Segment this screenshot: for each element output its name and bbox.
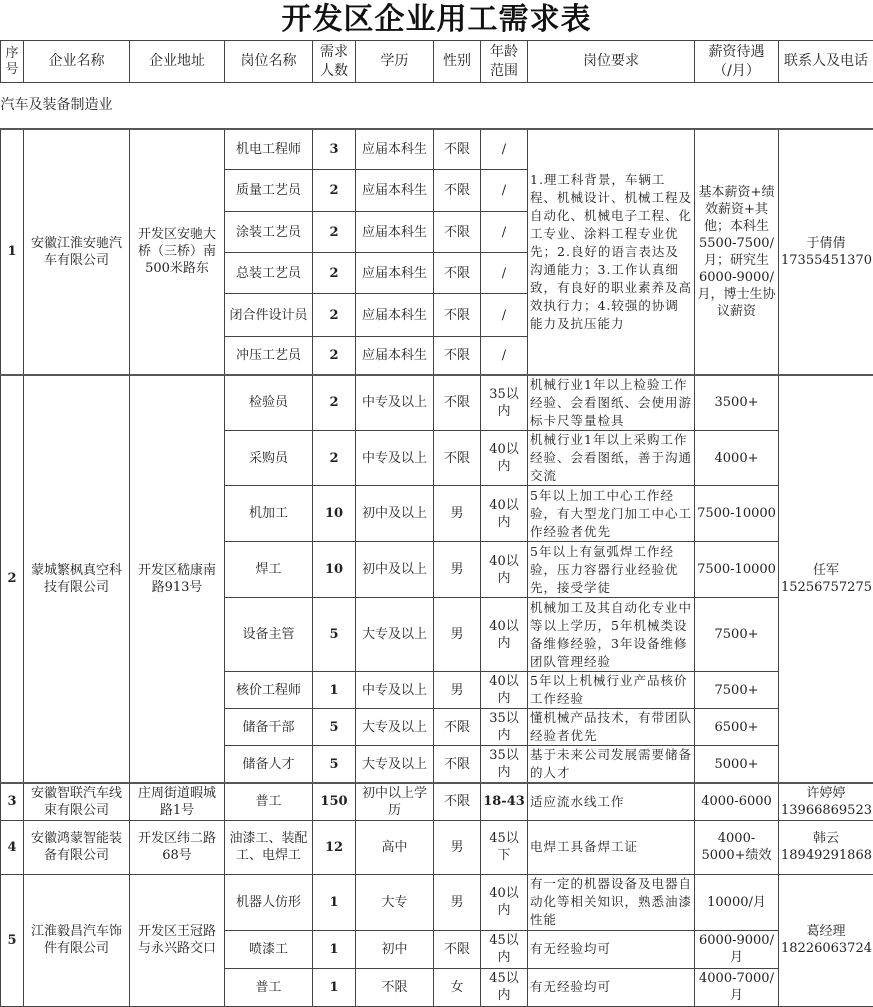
header-contact: 联系人及电话 xyxy=(779,41,873,83)
gender: 不限 xyxy=(434,431,481,486)
age-range: 45以内 xyxy=(481,968,528,1006)
age-range: 35以内 xyxy=(481,375,528,431)
header-index: 序号 xyxy=(1,41,24,83)
table-row xyxy=(1,874,873,930)
header-salary: 薪资待遇（/月） xyxy=(695,41,779,83)
gender: 不限 xyxy=(434,930,481,968)
salary: 7500-10000 xyxy=(695,542,779,598)
contact-name: 韩云 xyxy=(781,830,871,847)
education: 应届本科生 xyxy=(356,212,434,253)
contact-phone: 18226063724 xyxy=(781,940,871,957)
salary: 6000-9000/月 xyxy=(695,930,779,968)
position-name: 质量工艺员 xyxy=(225,170,313,212)
row-index: 3 xyxy=(1,783,24,820)
header-education: 学历 xyxy=(356,41,434,83)
salary: 7500+ xyxy=(695,598,779,672)
gender: 男 xyxy=(434,542,481,598)
position-name: 普工 xyxy=(225,783,313,820)
headcount: 5 xyxy=(313,598,356,672)
row-index: 1 xyxy=(1,129,24,375)
headcount: 150 xyxy=(313,783,356,820)
position-name: 机器人仿形 xyxy=(225,874,313,930)
age-range: / xyxy=(481,337,528,375)
gender: 不限 xyxy=(434,337,481,375)
job-requirements: 电焊工具备焊工证 xyxy=(528,820,695,874)
headcount: 12 xyxy=(313,820,356,874)
job-requirements: 基于未来公司发展需要储备的人才 xyxy=(528,746,695,784)
position-name: 油漆工、装配工、电焊工 xyxy=(225,820,313,874)
age-range: / xyxy=(481,170,528,212)
company-name: 安徽智联汽车线束有限公司 xyxy=(24,783,130,820)
salary: 7500-10000 xyxy=(695,486,779,542)
age-range: / xyxy=(481,253,528,294)
headcount: 2 xyxy=(313,431,356,486)
row-index: 2 xyxy=(1,375,24,784)
job-requirements: 5年以上有氩弧焊工作经验，压力容器行业经验优先，接受学徒 xyxy=(528,542,695,598)
salary: 4000-6000 xyxy=(695,783,779,820)
age-range: 40以内 xyxy=(481,431,528,486)
age-range: 35以内 xyxy=(481,746,528,784)
education: 中专及以上 xyxy=(356,431,434,486)
gender: 不限 xyxy=(434,783,481,820)
position-name: 闭合件设计员 xyxy=(225,294,313,337)
job-demand-table xyxy=(0,40,873,1007)
age-range: / xyxy=(481,129,528,170)
gender: 男 xyxy=(434,672,481,709)
education: 应届本科生 xyxy=(356,170,434,212)
position-name: 喷漆工 xyxy=(225,930,313,968)
contact-name: 许婷婷 xyxy=(781,785,871,802)
salary: 6500+ xyxy=(695,709,779,746)
age-range: 40以内 xyxy=(481,598,528,672)
education: 应届本科生 xyxy=(356,337,434,375)
education: 大专及以上 xyxy=(356,598,434,672)
position-name: 储备人才 xyxy=(225,746,313,784)
header-age: 年龄范围 xyxy=(481,41,528,83)
gender: 不限 xyxy=(434,129,481,170)
education: 高中 xyxy=(356,820,434,874)
table-row xyxy=(1,820,873,874)
age-range: 40以内 xyxy=(481,874,528,930)
age-range: 40以内 xyxy=(481,672,528,709)
position-name: 采购员 xyxy=(225,431,313,486)
salary: 4000+ xyxy=(695,431,779,486)
company-address: 开发区纬二路68号 xyxy=(130,820,225,874)
header-position: 岗位名称 xyxy=(225,41,313,83)
company-name: 安徽鸿蒙智能装备有限公司 xyxy=(24,820,130,874)
contact xyxy=(779,820,873,874)
job-requirements: 懂机械产品技术，有带团队经验者优先 xyxy=(528,709,695,746)
position-name: 总装工艺员 xyxy=(225,253,313,294)
position-name: 检验员 xyxy=(225,375,313,431)
page-title: 开发区企业用工需求表 xyxy=(0,0,873,40)
header-row xyxy=(1,41,873,83)
position-name: 涂装工艺员 xyxy=(225,212,313,253)
headcount: 1 xyxy=(313,968,356,1006)
education: 大专及以上 xyxy=(356,709,434,746)
education: 大专及以上 xyxy=(356,746,434,784)
headcount: 2 xyxy=(313,170,356,212)
gender: 不限 xyxy=(434,294,481,337)
position-name: 冲压工艺员 xyxy=(225,337,313,375)
gender: 女 xyxy=(434,968,481,1006)
header-gender: 性别 xyxy=(434,41,481,83)
contact xyxy=(779,375,873,784)
gender: 不限 xyxy=(434,746,481,784)
contact-phone: 17355451370 xyxy=(781,252,871,269)
job-requirements: 机械加工及其自动化专业中等以上学历，5年机械类设备维修经验，3年设备维修团队管理经验 xyxy=(528,598,695,672)
row-index: 4 xyxy=(1,820,24,874)
age-range: / xyxy=(481,212,528,253)
age-range: 45以内 xyxy=(481,930,528,968)
age-range: 18-43 xyxy=(481,783,528,820)
section-title: 汽车及装备制造业 xyxy=(1,83,873,129)
contact-phone: 15256757275 xyxy=(781,579,871,596)
job-requirements: 机械行业1年以上采购工作经验、会看图纸，善于沟通交流 xyxy=(528,431,695,486)
headcount: 2 xyxy=(313,375,356,431)
contact-name: 葛经理 xyxy=(781,923,871,940)
contact xyxy=(779,129,873,375)
salary: 5000+ xyxy=(695,746,779,784)
position-name: 核价工程师 xyxy=(225,672,313,709)
education: 应届本科生 xyxy=(356,253,434,294)
salary: 4000-7000/月 xyxy=(695,968,779,1006)
job-requirements: 5年以上机械行业产品核价工作经验 xyxy=(528,672,695,709)
age-range: / xyxy=(481,294,528,337)
salary: 10000/月 xyxy=(695,874,779,930)
headcount: 2 xyxy=(313,253,356,294)
age-range: 40以内 xyxy=(481,542,528,598)
headcount: 2 xyxy=(313,212,356,253)
gender: 不限 xyxy=(434,709,481,746)
contact xyxy=(779,874,873,1006)
header-address: 企业地址 xyxy=(130,41,225,83)
headcount: 10 xyxy=(313,486,356,542)
salary: 基本薪资+绩效薪资+其他；本科生5500-7500/月；研究生6000-9000/月，博士生协议薪资 xyxy=(695,129,779,375)
header-requirements: 岗位要求 xyxy=(528,41,695,83)
contact-name: 于倩倩 xyxy=(781,235,871,252)
education: 不限 xyxy=(356,968,434,1006)
position-name: 机加工 xyxy=(225,486,313,542)
salary: 7500+ xyxy=(695,672,779,709)
table-row xyxy=(1,783,873,820)
education: 中专及以上 xyxy=(356,672,434,709)
gender: 不限 xyxy=(434,375,481,431)
job-requirements: 机械行业1年以上检验工作经验、会看图纸、会使用游标卡尺等量检具 xyxy=(528,375,695,431)
gender: 男 xyxy=(434,874,481,930)
education: 应届本科生 xyxy=(356,294,434,337)
education: 初中 xyxy=(356,930,434,968)
position-name: 焊工 xyxy=(225,542,313,598)
age-range: 45以下 xyxy=(481,820,528,874)
gender: 不限 xyxy=(434,170,481,212)
age-range: 40以内 xyxy=(481,486,528,542)
table-row xyxy=(1,375,873,431)
job-requirements: 有无经验均可 xyxy=(528,930,695,968)
job-requirements: 5年以上加工中心工作经验，有大型龙门加工中心工作经验者优先 xyxy=(528,486,695,542)
gender: 不限 xyxy=(434,212,481,253)
age-range: 35以内 xyxy=(481,709,528,746)
headcount: 1 xyxy=(313,672,356,709)
headcount: 3 xyxy=(313,129,356,170)
gender: 男 xyxy=(434,598,481,672)
header-count: 需求人数 xyxy=(313,41,356,83)
gender: 男 xyxy=(434,820,481,874)
company-address: 庄周街道暇城路1号 xyxy=(130,783,225,820)
header-company: 企业名称 xyxy=(24,41,130,83)
headcount: 2 xyxy=(313,337,356,375)
company-name: 蒙城繁枫真空科技有限公司 xyxy=(24,375,130,784)
education: 应届本科生 xyxy=(356,129,434,170)
company-address: 开发区王冠路与永兴路交口 xyxy=(130,874,225,1006)
headcount: 5 xyxy=(313,709,356,746)
education: 初中以上学历 xyxy=(356,783,434,820)
job-requirements: 1.理工科背景，车辆工程、机械设计、机械工程及自动化、机械电子工程、化工专业、涂料工程专业优先；2.良好的语言表达及沟通能力；3.工作认真细致，有良好的职业素养及高效执行力；4.较强的协调能力及抗压能力 xyxy=(528,129,695,375)
salary: 3500+ xyxy=(695,375,779,431)
education: 中专及以上 xyxy=(356,375,434,431)
position-name: 普工 xyxy=(225,968,313,1006)
job-requirements: 有一定的机器设备及电器自动化等相关知识，熟悉油漆性能 xyxy=(528,874,695,930)
company-address: 开发区嵇康南路913号 xyxy=(130,375,225,784)
position-name: 机电工程师 xyxy=(225,129,313,170)
job-requirements: 适应流水线工作 xyxy=(528,783,695,820)
headcount: 1 xyxy=(313,874,356,930)
job-requirements: 有无经验均可 xyxy=(528,968,695,1006)
company-name: 江淮毅昌汽车饰件有限公司 xyxy=(24,874,130,1006)
education: 大专 xyxy=(356,874,434,930)
section-row xyxy=(1,83,873,129)
table-row xyxy=(1,129,873,170)
headcount: 1 xyxy=(313,930,356,968)
headcount: 2 xyxy=(313,294,356,337)
contact-phone: 18949291868 xyxy=(781,847,871,864)
headcount: 10 xyxy=(313,542,356,598)
contact-name: 任军 xyxy=(781,562,871,579)
contact-phone: 13966869523 xyxy=(781,802,871,819)
position-name: 储备干部 xyxy=(225,709,313,746)
gender: 男 xyxy=(434,486,481,542)
position-name: 设备主管 xyxy=(225,598,313,672)
contact xyxy=(779,783,873,820)
company-address: 开发区安驰大桥（三桥）南500米路东 xyxy=(130,129,225,375)
education: 初中及以上 xyxy=(356,486,434,542)
row-index: 5 xyxy=(1,874,24,1006)
headcount: 5 xyxy=(313,746,356,784)
company-name: 安徽江淮安驰汽车有限公司 xyxy=(24,129,130,375)
gender: 不限 xyxy=(434,253,481,294)
education: 初中及以上 xyxy=(356,542,434,598)
salary: 4000-5000+绩效 xyxy=(695,820,779,874)
